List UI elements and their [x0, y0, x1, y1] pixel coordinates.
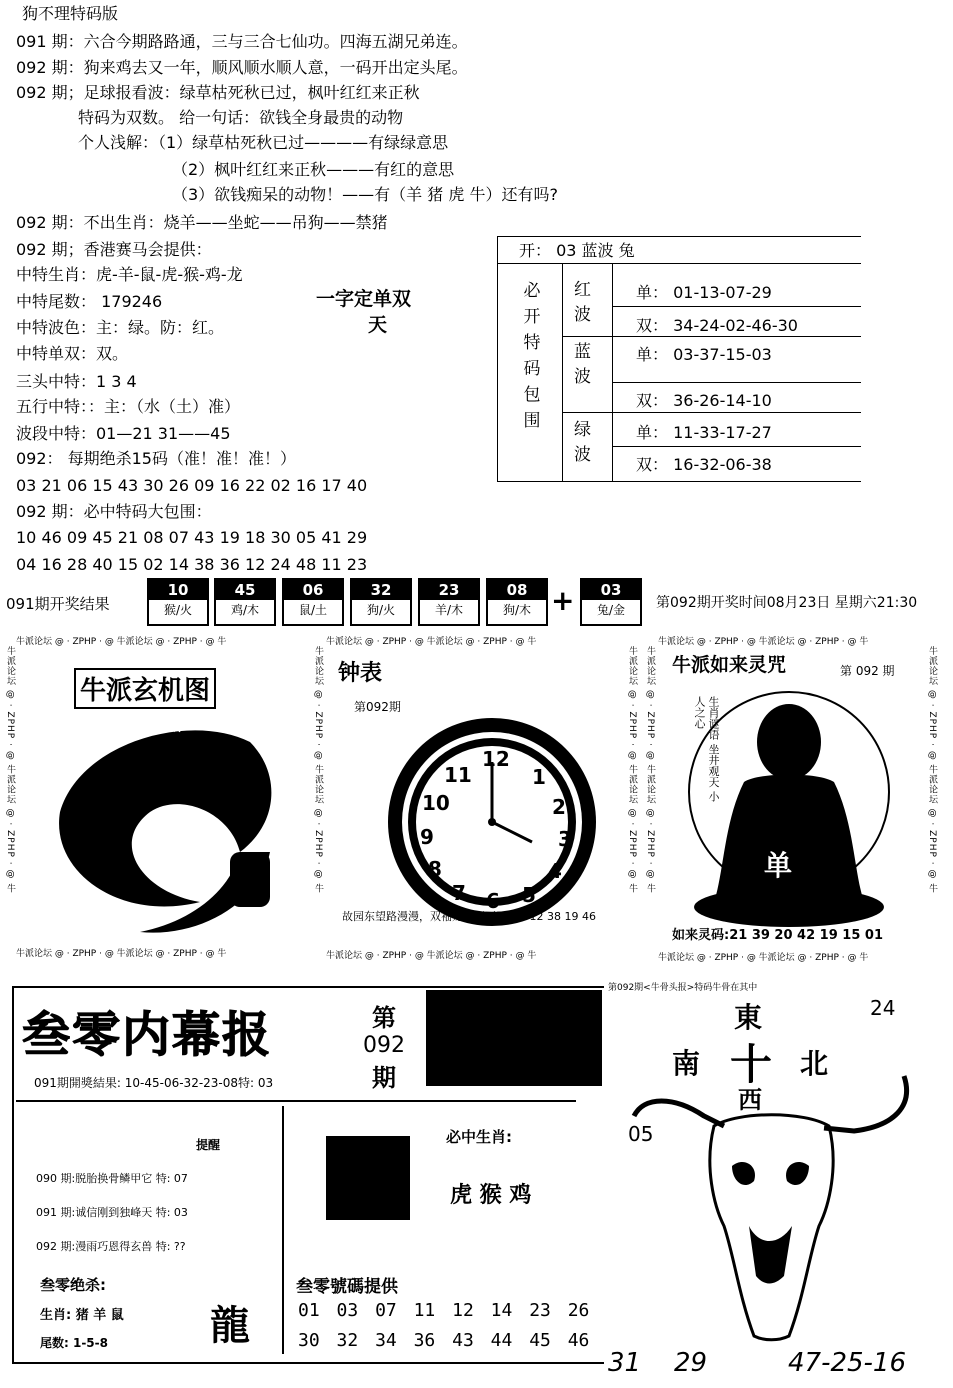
ball-number: 03 [582, 580, 640, 600]
panel3-chant: 单 [764, 849, 793, 882]
text-line-17: 092： 每期绝杀15码（准！准！准！） [16, 449, 296, 468]
red-single: 单： 01-13-07-29 [636, 283, 772, 302]
green-double: 双： 16-32-06-38 [636, 455, 772, 474]
ball-zodiac: 狗/木 [502, 603, 532, 617]
text-line-19: 092 期：必中特码大包围： [16, 502, 212, 521]
wave-label-blue: 蓝波 [574, 342, 591, 387]
skull-south: 南 [672, 1047, 701, 1080]
panel2-title: 钟表 [338, 661, 383, 686]
svg-text:11: 11 [444, 763, 472, 787]
neimu-dragon: 龍 [210, 1303, 250, 1349]
neimu-number: 11 [413, 1300, 436, 1321]
pack-side-char: 开 [523, 307, 541, 327]
skull-n05: 05 [628, 1122, 654, 1146]
panel2-caption1: 故园东望路漫漫，双袖龙钟泪不干。 [342, 910, 518, 923]
pack-bottom [497, 481, 861, 482]
result-ball [282, 578, 344, 626]
results-label: 091期开奖结果 [6, 595, 110, 613]
plus-sign: + [551, 584, 575, 617]
panel1-issue: 第 092 期 [118, 719, 182, 735]
watermark-left: 牛派论坛 @ · ZPHP · @ 牛派论坛 @ · ZPHP · @ 牛 [5, 646, 15, 894]
text-line-20: 10 46 09 45 21 08 07 43 19 18 30 05 41 29 [16, 528, 368, 547]
skull-bottom-2: 29 [674, 1348, 708, 1378]
neimu-issue-block [352, 998, 416, 1093]
neimu-hint: 090 期:脱胎换骨鳞甲它 特: 07 [36, 1172, 188, 1185]
svg-text:4: 4 [548, 859, 562, 883]
pack-frame [497, 236, 498, 482]
watermark-right: 牛派论坛 @ · ZPHP · @ 牛派论坛 @ · ZPHP · @ 牛 [927, 646, 937, 894]
svg-text:7: 7 [452, 881, 466, 905]
watermark-right: 牛派论坛 @ · ZPHP · @ 牛派论坛 @ · ZPHP · @ 牛 [627, 646, 637, 894]
neimu-number: 14 [490, 1300, 513, 1321]
panel-rulai [644, 632, 938, 962]
text-line-2: 092 期：狗来鸡去又一年，顺风顺水顺人意，一码开出定头尾。 [16, 58, 468, 77]
skull-bottom-1: 31 [608, 1348, 642, 1378]
neimu-number: 44 [490, 1330, 513, 1351]
result-ball [486, 578, 548, 626]
ball-number: 23 [420, 580, 478, 600]
single-double-line1: 一字定单双 [316, 288, 412, 310]
watermark-bottom: 牛派论坛 @ · ZPHP · @ 牛派论坛 @ · ZPHP · @ 牛 [16, 949, 227, 958]
skull-image [614, 1016, 924, 1346]
neimu-issue-suffix: 期 [372, 1064, 396, 1092]
skull-top-note: 第092期<牛骨头报>特码牛骨在其中 [608, 983, 758, 993]
neimu-number: 03 [336, 1300, 359, 1321]
single-double-note [316, 286, 411, 338]
neimu-number: 45 [529, 1330, 551, 1351]
green-divider [612, 446, 861, 447]
red-double: 双： 34-24-02-46-30 [636, 316, 798, 335]
panel3-numbers: 如来灵码:21 39 20 42 19 15 01 [672, 928, 883, 943]
neimu-mid-divider [282, 1106, 284, 1354]
watermark-bottom: 牛派论坛 @ · ZPHP · @ 牛派论坛 @ · ZPHP · @ 牛 [326, 951, 537, 961]
neimu-number: 23 [529, 1300, 551, 1321]
panel-clock [312, 632, 640, 962]
svg-text:3: 3 [558, 827, 572, 851]
text-line-15: 五行中特：：主：（水（土）准） [16, 397, 241, 416]
neimu-number: 34 [375, 1330, 397, 1351]
skull-east: 東 [734, 1001, 763, 1034]
text-line-6: （2）枫叶红红来正秋———有红的意思 [172, 160, 455, 179]
svg-text:2: 2 [552, 795, 566, 819]
watermark-top: 牛派论坛 @ · ZPHP · @ 牛派论坛 @ · ZPHP · @ 牛 [658, 637, 869, 647]
skull-north: 北 [800, 1047, 829, 1080]
pack-side-char: 码 [523, 359, 541, 379]
text-line-12: 中特波色：主：绿。防：红。 [16, 318, 225, 337]
single-double-line2: 天 [368, 314, 388, 336]
neimu-kill-title: 叁零绝杀: [40, 1276, 106, 1294]
neimu-issue-number: 092 [363, 1033, 405, 1058]
neimu-hints-title: 提醒 [196, 1138, 221, 1152]
neimu-number: 12 [452, 1300, 474, 1321]
special-ball [580, 578, 642, 626]
panel-skull [604, 976, 932, 1380]
text-line-9: 092 期；香港赛马会提供： [16, 240, 212, 259]
neimu-hint: 092 期:漫雨巧恩得玄兽 特: ?? [36, 1240, 186, 1253]
watermark-top: 牛派论坛 @ · ZPHP · @ 牛派论坛 @ · ZPHP · @ 牛 [16, 637, 227, 647]
neimu-provide-title: 叁零號碼提供 [296, 1277, 398, 1297]
ball-zodiac: 狗/火 [366, 603, 396, 617]
skull-cross: 十 [730, 1040, 773, 1089]
panel2-caption2: 12 38 19 46 [529, 910, 596, 923]
neimu-divider [16, 1100, 576, 1102]
panel2-issue: 第092期 [354, 700, 401, 714]
neimu-issue-label: 第 [372, 1004, 396, 1032]
text-line-1: 091 期：六合今期路路通，三与三合七仙功。四海五湖兄弟连。 [16, 32, 468, 51]
buddha-image [684, 682, 894, 932]
ball-number: 10 [149, 580, 207, 600]
neimu-kill-tail: 尾数: 1-5-8 [40, 1336, 108, 1350]
text-line-5: 个人浅解：（1）绿草枯死秋已过————有绿绿意思 [78, 133, 449, 152]
svg-text:1: 1 [532, 765, 546, 789]
yin-yang-image [40, 702, 290, 942]
next-draw-time: 第092期开奖时间08月23日 星期六21:30 [656, 595, 918, 611]
skull-n24: 24 [870, 996, 896, 1020]
open-row: 开： 03 蓝波 兔 [497, 236, 861, 264]
neimu-numbers-row1 [298, 1300, 589, 1321]
text-line-7: （3）欲钱痴呆的动物！——有（羊 猪 虎 牛）还有吗? [172, 185, 558, 204]
ball-number: 06 [284, 580, 342, 600]
red-divider [612, 306, 861, 307]
result-ball [350, 578, 412, 626]
watermark-left: 牛派论坛 @ · ZPHP · @ 牛派论坛 @ · ZPHP · @ 牛 [645, 646, 655, 894]
pack-side-label [520, 278, 544, 434]
neimu-last-result: 091期開獎結果: 10-45-06-32-23-08特: 03 [34, 1076, 274, 1090]
ball-number: 08 [488, 580, 546, 600]
watermark-bottom: 牛派论坛 @ · ZPHP · @ 牛派论坛 @ · ZPHP · @ 牛 [658, 953, 869, 962]
panel-neimu [12, 986, 608, 1364]
watermark-left: 牛派论坛 @ · ZPHP · @ 牛派论坛 @ · ZPHP · @ 牛 [313, 646, 323, 894]
page-title: 狗不理特码版 [22, 4, 119, 23]
panel3-issue: 第 092 期 [840, 664, 895, 678]
text-line-3: 092 期；足球报看波：绿草枯死秋已过，枫叶红红来正秋 [16, 83, 420, 102]
pack-side-char: 必 [523, 281, 541, 301]
watermark-top: 牛派论坛 @ · ZPHP · @ 牛派论坛 @ · ZPHP · @ 牛 [326, 637, 537, 647]
panel1-title: 牛派玄机图 [74, 668, 216, 709]
panel3-verse: 生肖谜语 坐井观天 小人之心 [693, 696, 720, 802]
svg-text:5: 5 [522, 883, 536, 907]
green-single: 单： 11-33-17-27 [636, 423, 772, 442]
neimu-number: 07 [375, 1300, 397, 1321]
neimu-picture [326, 1136, 410, 1220]
skull-west: 西 [738, 1086, 762, 1114]
pack-side-char: 特 [523, 333, 541, 353]
svg-text:12: 12 [482, 747, 510, 771]
red-bottom [562, 336, 861, 337]
neimu-numbers-row2 [298, 1330, 589, 1351]
ball-number: 32 [352, 580, 410, 600]
neimu-kill-zodiac: 生肖: 猪 羊 鼠 [40, 1308, 124, 1323]
text-line-14: 三头中特：1 3 4 [16, 372, 137, 391]
ball-zodiac: 羊/木 [434, 603, 464, 617]
blue-double: 双： 36-26-14-10 [636, 391, 772, 410]
pack-side-char: 围 [523, 411, 541, 431]
pack-divider [562, 264, 563, 482]
text-line-4: 特码为双数。 给一句话：欲钱全身最贵的动物 [78, 108, 404, 127]
ball-zodiac: 鸡/木 [230, 603, 260, 617]
ball-number: 45 [216, 580, 274, 600]
neimu-number: 43 [452, 1330, 474, 1351]
svg-text:8: 8 [428, 857, 442, 881]
neimu-number: 46 [567, 1330, 590, 1351]
text-line-8: 092 期：不出生肖：烧羊——坐蛇——吊狗——禁猪 [16, 213, 388, 232]
neimu-number: 36 [413, 1330, 436, 1351]
neimu-photo [426, 990, 602, 1086]
panel3-title: 牛派如来灵咒 [672, 654, 787, 676]
pack-divider-2 [612, 264, 613, 482]
text-line-10: 中特生肖：虎-羊-鼠-虎-猴-鸡-龙 [16, 265, 243, 284]
neimu-must-zodiac: 虎 猴 鸡 [450, 1183, 532, 1208]
ball-zodiac: 猴/火 [163, 603, 193, 617]
text-line-13: 中特单双：双。 [16, 344, 129, 363]
neimu-number: 26 [567, 1300, 590, 1321]
text-line-11: 中特尾数： 179246 [16, 292, 163, 311]
svg-text:10: 10 [422, 791, 450, 815]
pack-side-char: 包 [523, 385, 541, 405]
neimu-hint: 091 期:诚信刚到独峰天 特: 03 [36, 1206, 188, 1219]
result-ball [147, 578, 209, 626]
neimu-must-label: 必中生肖: [446, 1128, 512, 1146]
neimu-number: 30 [298, 1330, 320, 1351]
skull-bottom-3: 47-25-16 [788, 1348, 907, 1378]
text-line-16: 波段中特：01—21 31——45 [16, 424, 231, 443]
panel-xuanji [4, 632, 308, 958]
wave-label-red: 红波 [574, 280, 591, 325]
wave-label-green: 绿波 [574, 420, 591, 465]
blue-bottom [562, 412, 861, 413]
blue-single: 单： 03-37-15-03 [636, 345, 772, 364]
neimu-number: 32 [336, 1330, 359, 1351]
result-ball [418, 578, 480, 626]
result-ball [214, 578, 276, 626]
clock-image [382, 712, 602, 932]
neimu-title: 叁零内幕报 [22, 1007, 273, 1063]
text-line-21: 04 16 28 40 15 02 14 38 36 12 24 48 11 23 [16, 555, 368, 574]
panel2-caption [342, 908, 596, 924]
svg-text:9: 9 [420, 825, 434, 849]
svg-text:6: 6 [486, 889, 500, 913]
text-line-18: 03 21 06 15 43 30 26 09 16 22 02 16 17 40 [16, 476, 368, 495]
ball-zodiac: 兔/金 [596, 603, 626, 617]
ball-zodiac: 鼠/土 [298, 603, 328, 617]
blue-divider [612, 382, 861, 383]
neimu-number: 01 [298, 1300, 320, 1321]
